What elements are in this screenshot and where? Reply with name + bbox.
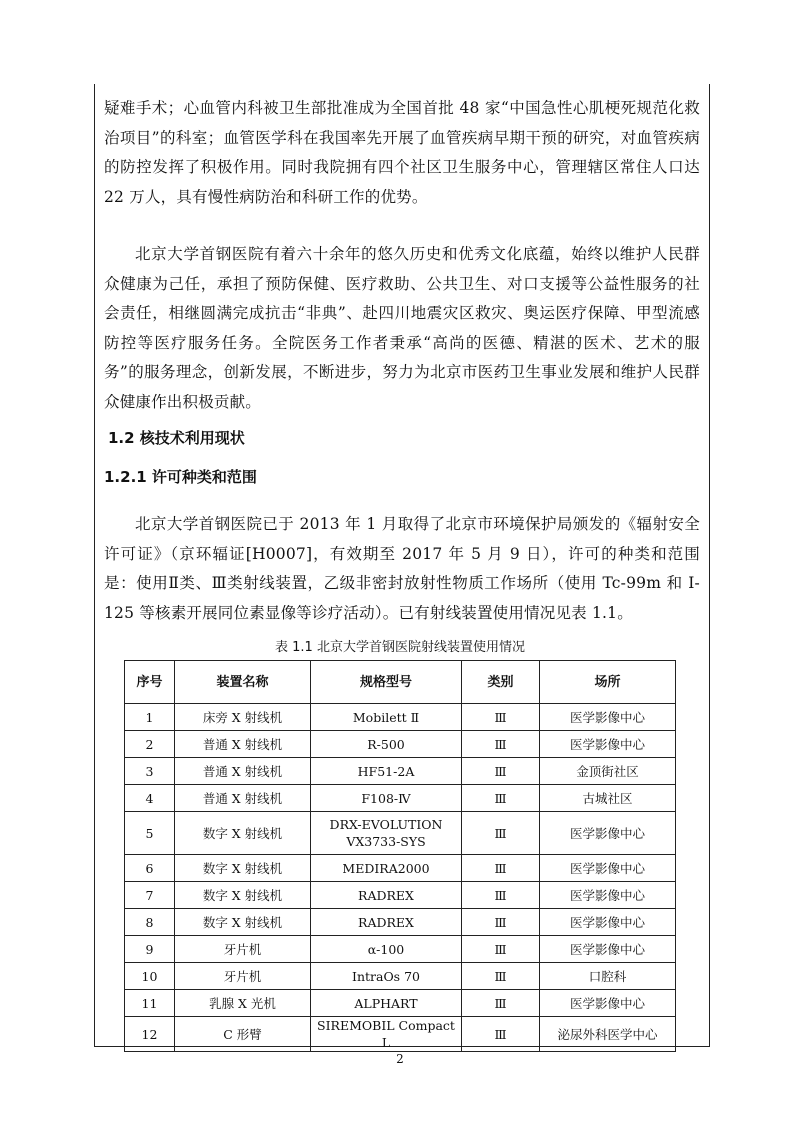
table-cell: Ⅲ — [462, 704, 540, 731]
table-cell: R-500 — [311, 731, 462, 758]
table-cell: 8 — [125, 909, 175, 936]
table-cell: RADREX — [311, 882, 462, 909]
table-cell: 3 — [125, 758, 175, 785]
table-row — [125, 936, 676, 963]
header-cell: 场所 — [540, 661, 676, 704]
table-row — [125, 812, 676, 855]
table-row — [125, 990, 676, 1017]
table-row — [125, 855, 676, 882]
table-row — [125, 704, 676, 731]
table-cell: 乳腺 X 光机 — [175, 990, 311, 1017]
table-cell: 金顶街社区 — [540, 758, 676, 785]
table-body — [125, 704, 676, 1052]
table-cell: 12 — [125, 1017, 175, 1052]
table-cell: Ⅲ — [462, 855, 540, 882]
table-cell: 数字 X 射线机 — [175, 909, 311, 936]
table-cell: IntraOs 70 — [311, 963, 462, 990]
table-cell: 古城社区 — [540, 785, 676, 812]
table-cell: Ⅲ — [462, 785, 540, 812]
table-cell: 4 — [125, 785, 175, 812]
table-row — [125, 731, 676, 758]
table-cell: 医学影像中心 — [540, 882, 676, 909]
table-cell: 6 — [125, 855, 175, 882]
table-cell: ALPHART — [311, 990, 462, 1017]
table-cell: F108-Ⅳ — [311, 785, 462, 812]
table-cell: Ⅲ — [462, 731, 540, 758]
page-number: 2 — [396, 1052, 404, 1066]
table-cell: 床旁 X 射线机 — [175, 704, 311, 731]
table-row — [125, 882, 676, 909]
section-heading: 1.2 核技术利用现状 — [108, 429, 245, 447]
table-cell: 10 — [125, 963, 175, 990]
table-cell: 医学影像中心 — [540, 704, 676, 731]
table-cell: Ⅲ — [462, 1017, 540, 1052]
table-cell: 普通 X 射线机 — [175, 785, 311, 812]
table-cell: 口腔科 — [540, 963, 676, 990]
table-cell: Ⅲ — [462, 963, 540, 990]
paragraph-hospital-history: 北京大学首钢医院有着六十余年的悠久历史和优秀文化底蕴，始终以维护人民群众健康为己任，承担了预防保健、医疗救助、公共卫生、对口支援等公益性服务的社会责任，相继圆满完成抗击“非典”、赴四川地震灾区救灾、奥运医疗保障、甲型流感防控等医疗服务任务。全院医务工作者秉承“高尚的医德、精湛的医术、艺术的服务”的服务理念，创新发展，不断进步，努力为北京市医药卫生事业发展和维护人民群众健康作出积极贡献。 — [104, 245, 700, 411]
table-cell: 普通 X 射线机 — [175, 758, 311, 785]
table-cell: Ⅲ — [462, 990, 540, 1017]
header-cell: 序号 — [125, 661, 175, 704]
table-cell: 数字 X 射线机 — [175, 882, 311, 909]
table-cell: Ⅲ — [462, 812, 540, 855]
table-cell: Ⅲ — [462, 936, 540, 963]
table-cell: α-100 — [311, 936, 462, 963]
table-cell: RADREX — [311, 909, 462, 936]
table-cell: 普通 X 射线机 — [175, 731, 311, 758]
table-cell: 2 — [125, 731, 175, 758]
table-cell: DRX-EVOLUTION VX3733-SYS — [311, 812, 462, 855]
table-cell: Ⅲ — [462, 882, 540, 909]
table-cell: HF51-2A — [311, 758, 462, 785]
table-cell: 数字 X 射线机 — [175, 812, 311, 855]
header-cell: 规格型号 — [311, 661, 462, 704]
table-cell: 1 — [125, 704, 175, 731]
table-cell: 泌尿外科医学中心 — [540, 1017, 676, 1052]
table-row — [125, 758, 676, 785]
table-row — [125, 785, 676, 812]
table-cell: 7 — [125, 882, 175, 909]
table-cell: 牙片机 — [175, 963, 311, 990]
header-cell: 类别 — [462, 661, 540, 704]
table-cell: Mobilett Ⅱ — [311, 704, 462, 731]
table-header-row — [125, 661, 676, 704]
table-cell: Ⅲ — [462, 909, 540, 936]
table-cell: Ⅲ — [462, 758, 540, 785]
table-cell: C 形臂 — [175, 1017, 311, 1052]
table-cell: 医学影像中心 — [540, 990, 676, 1017]
table-cell: MEDIRA2000 — [311, 855, 462, 882]
table-cell: 5 — [125, 812, 175, 855]
table-cell: 数字 X 射线机 — [175, 855, 311, 882]
table-cell: SIREMOBIL Compact L — [311, 1017, 462, 1052]
table-cell: 医学影像中心 — [540, 936, 676, 963]
subsection-heading: 1.2.1 许可种类和范围 — [104, 468, 257, 486]
table-cell: 医学影像中心 — [540, 855, 676, 882]
equipment-table — [124, 660, 676, 1052]
paragraph-license: 北京大学首钢医院已于 2013 年 1 月取得了北京市环境保护局颁发的《辐射安全许可证》（京环辐证[H0007]，有效期至 2017 年 5 月 9 日），许可的种类和范围是：使用Ⅱ类、Ⅲ类射线装置，乙级非密封放射性物质工作场所（使用 Tc-99m 和 I-125 等核素开展同位素显像等诊疗活动）。已有射线装置使用情况见表 1.1。 — [104, 515, 700, 622]
table-caption: 表 1.1 北京大学首钢医院射线装置使用情况 — [275, 640, 525, 655]
table-row — [125, 963, 676, 990]
table-cell: 医学影像中心 — [540, 731, 676, 758]
table-cell: 医学影像中心 — [540, 812, 676, 855]
table-cell: 9 — [125, 936, 175, 963]
table-row — [125, 1017, 676, 1052]
table-row — [125, 909, 676, 936]
table-cell: 牙片机 — [175, 936, 311, 963]
table-cell: 11 — [125, 990, 175, 1017]
header-cell: 装置名称 — [175, 661, 311, 704]
paragraph-continued: 疑难手术；心血管内科被卫生部批准成为全国首批 48 家“中国急性心肌梗死规范化救治项目”的科室；血管医学科在我国率先开展了血管疾病早期干预的研究，对血管疾病的防控发挥了积极作用。同时我院拥有四个社区卫生服务中心，管理辖区常住人口达 22 万人，具有慢性病防治和科研工作的优势。 — [104, 99, 700, 206]
table-cell: 医学影像中心 — [540, 909, 676, 936]
